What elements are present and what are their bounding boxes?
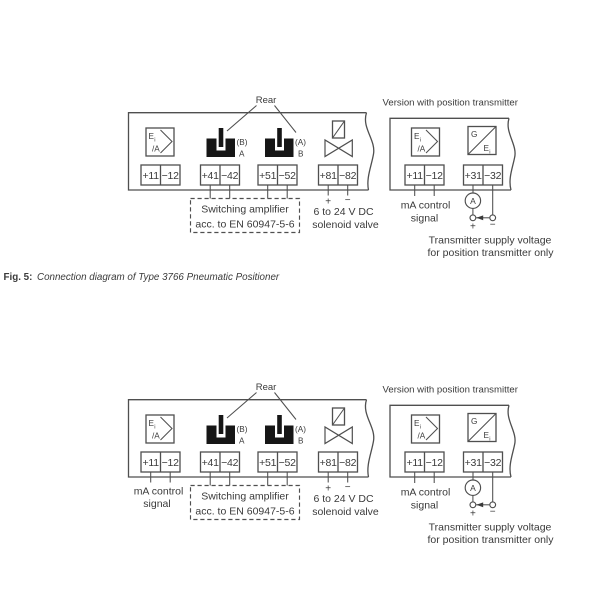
supply-plus-terminal-icon [470, 215, 476, 221]
current-converter-symbol-icon [412, 128, 440, 156]
supply-plus-terminal-icon [470, 502, 476, 508]
switch-a-label: B [298, 436, 304, 446]
terminal-block-41-42 [201, 165, 240, 185]
transmitter-supply-note: for position transmitter only [427, 247, 554, 259]
torn-edge-icon [365, 400, 373, 477]
polarity-arrow-icon [476, 502, 483, 507]
terminal-block-41-42 [201, 452, 240, 472]
version-heading: Version with position transmitter [382, 384, 518, 396]
converter-input-sub: i [154, 424, 156, 431]
transmitter-output-sub: i [489, 149, 491, 156]
version-heading: Version with position transmitter [382, 97, 518, 109]
transmitter-supply-label: Transmitter supply voltage [428, 234, 552, 247]
current-converter-symbol-icon [146, 128, 174, 156]
switching-amplifier-box [191, 486, 300, 520]
transmitter-output-label: E [483, 431, 489, 440]
terminal-plus-81: +81 [319, 456, 337, 469]
connection-diagram-top [129, 95, 555, 259]
figure-caption [4, 272, 280, 283]
transmitter-output-label: E [483, 144, 489, 153]
switching-amplifier-standard: acc. to EN 60947-5-6 [195, 505, 295, 518]
switch-a-designation: (A) [295, 138, 306, 147]
terminal-minus-12: −12 [425, 169, 443, 182]
terminal-minus-42: −42 [221, 456, 239, 469]
converter-input-sub: i [419, 137, 422, 144]
proximity-switch-icon-a [265, 415, 294, 444]
terminal-minus-12: −12 [161, 169, 179, 182]
rear-label: Rear [255, 382, 277, 393]
solenoid-valve-label: solenoid valve [312, 219, 379, 231]
torn-edge-icon [508, 405, 515, 477]
converter-output-label: /A [152, 144, 160, 154]
switch-a-label: B [298, 149, 304, 159]
ammeter-label: A [470, 482, 476, 493]
terminal-plus-51: +51 [259, 169, 277, 182]
connection-diagram-bottom [129, 382, 555, 546]
supply-connection [470, 215, 496, 233]
solenoid-plus-sign: + [325, 196, 332, 208]
transmitter-generator-label: G [471, 417, 478, 426]
ma-control-label: mA control [133, 485, 184, 498]
terminal-block-31-32 [464, 452, 503, 472]
polarity-arrow-icon [476, 215, 483, 220]
solenoid-valve-icon [325, 121, 352, 157]
switch-b-label: A [239, 149, 245, 159]
terminal-minus-82: −82 [339, 456, 357, 469]
ma-signal-label: signal [410, 499, 439, 512]
terminal-plus-81: +81 [319, 169, 337, 182]
ammeter-icon [465, 193, 480, 208]
current-converter-symbol-icon [146, 415, 174, 443]
switch-a-designation: (A) [295, 425, 306, 434]
supply-minus-sign: − [489, 506, 496, 518]
terminal-block-11-12 [141, 165, 180, 185]
terminal-plus-11: +11 [142, 456, 159, 469]
torn-edge-icon [365, 113, 373, 190]
terminal-minus-82: −82 [339, 169, 357, 182]
converter-input-label: E [148, 132, 154, 141]
terminal-minus-32: −32 [484, 169, 502, 182]
transmitter-generator-label: G [471, 130, 478, 139]
supply-minus-sign: − [489, 219, 496, 231]
switching-amplifier-label: Switching amplifier [201, 203, 289, 216]
terminal-plus-31: +31 [464, 169, 482, 182]
solenoid-plus-sign: + [325, 483, 332, 495]
ma-signal-label: signal [143, 498, 171, 510]
terminal-plus-31: +31 [464, 456, 482, 469]
terminal-block-11-12 [141, 452, 180, 472]
converter-input-sub: i [419, 424, 422, 431]
terminal-block-11-12 [405, 452, 444, 472]
supply-plus-sign: + [469, 508, 476, 520]
torn-edge-icon [508, 118, 515, 190]
terminal-plus-11: +11 [406, 456, 423, 469]
proximity-switch-icon-b [207, 128, 236, 157]
terminal-block-81-82 [319, 452, 358, 472]
rear-label: Rear [255, 95, 277, 106]
converter-input-label: E [414, 132, 420, 141]
solenoid-supply-label: 6 to 24 V DC [313, 493, 374, 505]
terminal-block-31-32 [464, 165, 503, 185]
solenoid-minus-sign: − [344, 482, 351, 493]
converter-input-sub: i [154, 137, 156, 144]
position-transmitter-symbol-icon [468, 414, 496, 443]
converter-output-label: /A [417, 431, 426, 441]
figure-title: Connection diagram of Type 3766 Pneumatic Positioner [37, 272, 280, 283]
switch-b-label: A [239, 436, 245, 446]
converter-output-label: /A [417, 144, 426, 154]
rear-leader-lines [227, 106, 296, 133]
terminal-plus-41: +41 [201, 456, 219, 469]
ma-signal-label: signal [410, 212, 439, 225]
transmitter-supply-note: for position transmitter only [427, 534, 554, 546]
terminal-block-51-52 [258, 165, 297, 185]
terminal-minus-52: −52 [278, 169, 296, 182]
supply-plus-sign: + [469, 221, 476, 233]
converter-input-label: E [148, 419, 154, 428]
solenoid-valve-label: solenoid valve [312, 506, 379, 518]
rear-leader-lines [227, 393, 296, 420]
terminal-plus-51: +51 [259, 456, 277, 469]
current-converter-symbol-icon [412, 415, 440, 443]
switching-amplifier-standard: acc. to EN 60947-5-6 [195, 218, 295, 231]
converter-input-label: E [414, 419, 420, 428]
supply-connection [470, 502, 496, 520]
proximity-switch-icon-b [207, 415, 236, 444]
switching-amplifier-label: Switching amplifier [201, 490, 289, 503]
terminal-minus-42: −42 [221, 169, 239, 182]
proximity-switch-icon-a [265, 128, 294, 157]
figure-number: Fig. 5: [3, 272, 33, 283]
terminal-minus-52: −52 [278, 456, 296, 469]
terminal-plus-41: +41 [201, 169, 219, 182]
solenoid-supply-label: 6 to 24 V DC [313, 206, 374, 218]
position-transmitter-symbol-icon [468, 127, 496, 156]
solenoid-minus-sign: − [344, 195, 351, 206]
terminal-plus-11: +11 [406, 169, 423, 182]
ma-control-label: mA control [400, 199, 451, 212]
transmitter-supply-label: Transmitter supply voltage [428, 521, 552, 534]
terminal-block-51-52 [258, 452, 297, 472]
ma-control-label: mA control [400, 486, 451, 499]
ammeter-label: A [470, 195, 476, 206]
switch-b-designation: (B) [236, 425, 248, 434]
terminal-block-81-82 [319, 165, 358, 185]
terminal-block-11-12 [405, 165, 444, 185]
transmitter-output-sub: i [489, 436, 491, 443]
converter-output-label: /A [152, 431, 160, 441]
terminal-minus-12: −12 [161, 456, 179, 469]
terminal-minus-12: −12 [425, 456, 443, 469]
terminal-minus-32: −32 [484, 456, 502, 469]
ammeter-icon [465, 480, 480, 495]
switch-b-designation: (B) [236, 138, 248, 147]
terminal-plus-11: +11 [142, 169, 159, 182]
solenoid-valve-icon [325, 408, 352, 444]
switching-amplifier-box [191, 199, 300, 233]
